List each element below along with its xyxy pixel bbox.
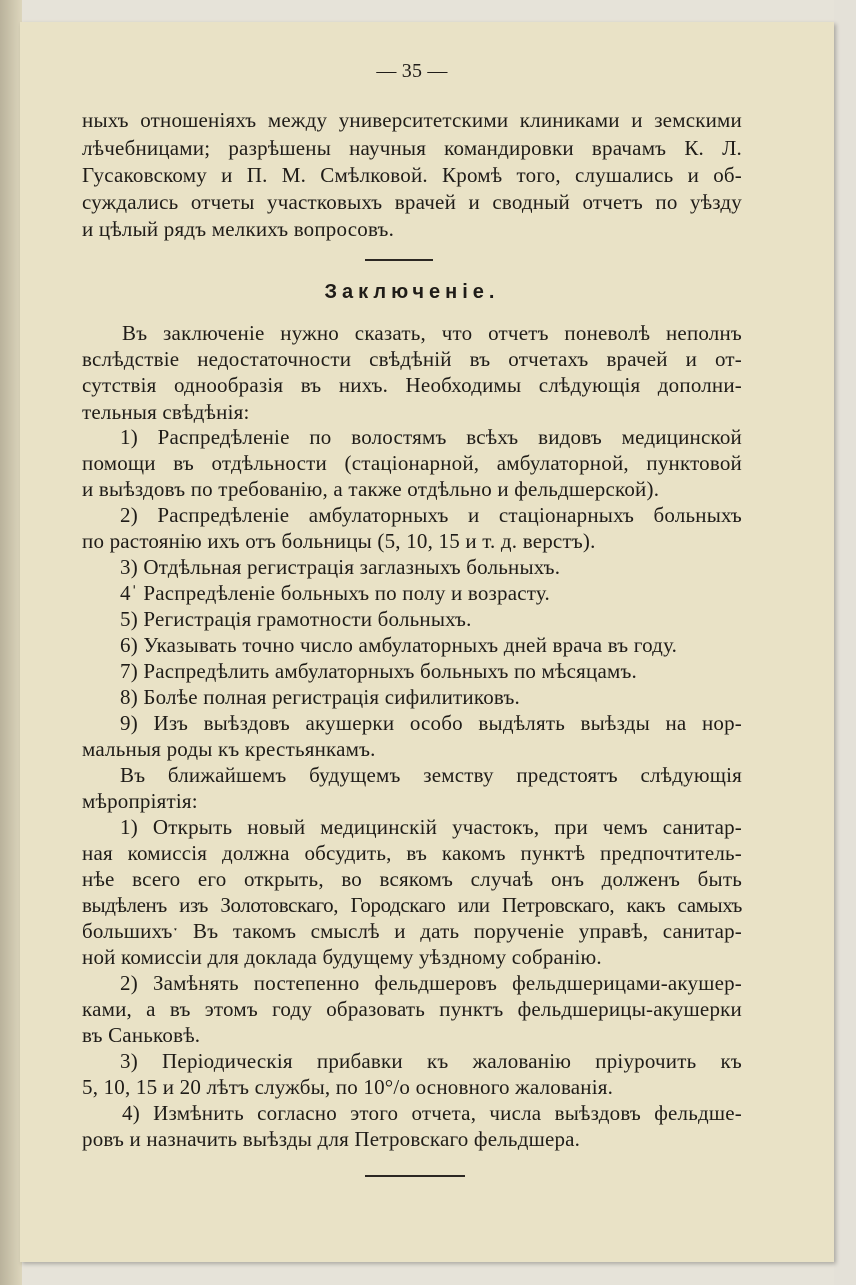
end-rule xyxy=(365,1175,465,1177)
body-line: 3) Періодическія прибавки къ жалованію пріурочить къ xyxy=(120,1049,742,1073)
body-line: мѣропріятія: xyxy=(82,789,198,813)
intro-line: и цѣлый рядъ мелкихъ вопросовъ. xyxy=(82,217,395,241)
body-line: 6) Указывать точно число амбулаторныхъ дней врача въ году. xyxy=(120,633,678,657)
body-line: ная комиссія должна обсудить, въ какомъ пунктѣ предпочтитель- xyxy=(82,841,742,865)
body-line: 5) Регистрація грамотности больныхъ. xyxy=(120,607,472,631)
body-line: 4ˈ Распредѣленіе больныхъ по полу и возрасту. xyxy=(120,581,550,605)
body-line: ной комиссіи для доклада будущему уѣздному собранію. xyxy=(82,945,602,969)
body-line: выдѣленъ изъ Золотовскаго, Городскаго или Петровскаго, какъ самыхъ xyxy=(82,893,742,917)
intro-line: суждались отчеты участковыхъ врачей и сводный отчетъ по уѣзду xyxy=(82,190,742,214)
body-line: большихъˑ Въ такомъ смыслѣ и дать порученіе управѣ, санитар- xyxy=(82,919,742,943)
body-line: по растоянію ихъ отъ больницы (5, 10, 15 и т. д. верстъ). xyxy=(82,529,596,553)
body-line: вслѣдствіе недостаточности свѣдѣній въ отчетахъ врачей и от- xyxy=(82,347,742,371)
intro-line: ныхъ отношеніяхъ между университетскими клиниками и земскими xyxy=(82,108,742,132)
body-line: мальныя роды къ крестьянкамъ. xyxy=(82,737,376,761)
body-line: 4) Измѣнить согласно этого отчета, числа выѣздовъ фельдше- xyxy=(122,1101,742,1125)
page-number: — 35 — xyxy=(376,60,448,82)
body-line: тельныя свѣдѣнія: xyxy=(82,400,250,424)
body-line: 5, 10, 15 и 20 лѣтъ службы, по 10°/о основного жалованія. xyxy=(82,1075,614,1099)
body-line: Въ ближайшемъ будущемъ земству предстоятъ слѣдующія xyxy=(120,763,742,787)
body-line: 3) Отдѣльная регистрація заглазныхъ больныхъ. xyxy=(120,555,561,579)
body-line: 1) Распредѣленіе по волостямъ всѣхъ видовъ медицинской xyxy=(120,425,742,449)
body-line: въ Саньковѣ. xyxy=(82,1023,201,1047)
body-line: 7) Распредѣлить амбулаторныхъ больныхъ по мѣсяцамъ. xyxy=(120,659,637,683)
intro-line: Гусаковскому и П. М. Смѣлковой. Кромѣ того, слушались и об- xyxy=(82,163,742,187)
body-line: помощи въ отдѣльности (стаціонарной, амбулаторной, пунктовой xyxy=(82,451,742,475)
body-line: 2) Замѣнять постепенно фельдшеровъ фельдшерицами-акушер- xyxy=(120,971,742,995)
body-line: и выѣздовъ по требованію, а также отдѣльно и фельдшерской). xyxy=(82,477,660,501)
body-line: 2) Распредѣленіе амбулаторныхъ и стаціонарныхъ больныхъ xyxy=(120,503,742,527)
body-line: нѣе всего его открыть, во всякомъ случаѣ онъ долженъ быть xyxy=(82,867,742,891)
body-line: 9) Изъ выѣздовъ акушерки особо выдѣлять выѣзды на нор- xyxy=(120,711,742,735)
section-heading: Заключеніе. xyxy=(324,281,500,303)
body-line: ровъ и назначить выѣзды для Петровскаго фельдшера. xyxy=(82,1127,581,1151)
intro-line: лѣчебницами; разрѣшены научныя командировки врачамъ К. Л. xyxy=(82,136,742,160)
separator-rule xyxy=(365,259,433,261)
body-line: 8) Болѣе полная регистрація сифилитиковъ. xyxy=(120,685,520,709)
body-line: сутствія однообразія въ нихъ. Необходимы слѣдующія дополни- xyxy=(82,373,742,397)
body-line: 1) Открыть новый медицинскій участокъ, при чемъ санитар- xyxy=(120,815,742,839)
body-line: Въ заключеніе нужно сказать, что отчетъ поневолѣ неполнъ xyxy=(122,321,742,345)
scan-background xyxy=(834,0,856,1285)
book-spine xyxy=(0,0,22,1285)
body-line: ками, а въ этомъ году образовать пунктъ фельдшерицы-акушерки xyxy=(82,997,742,1021)
